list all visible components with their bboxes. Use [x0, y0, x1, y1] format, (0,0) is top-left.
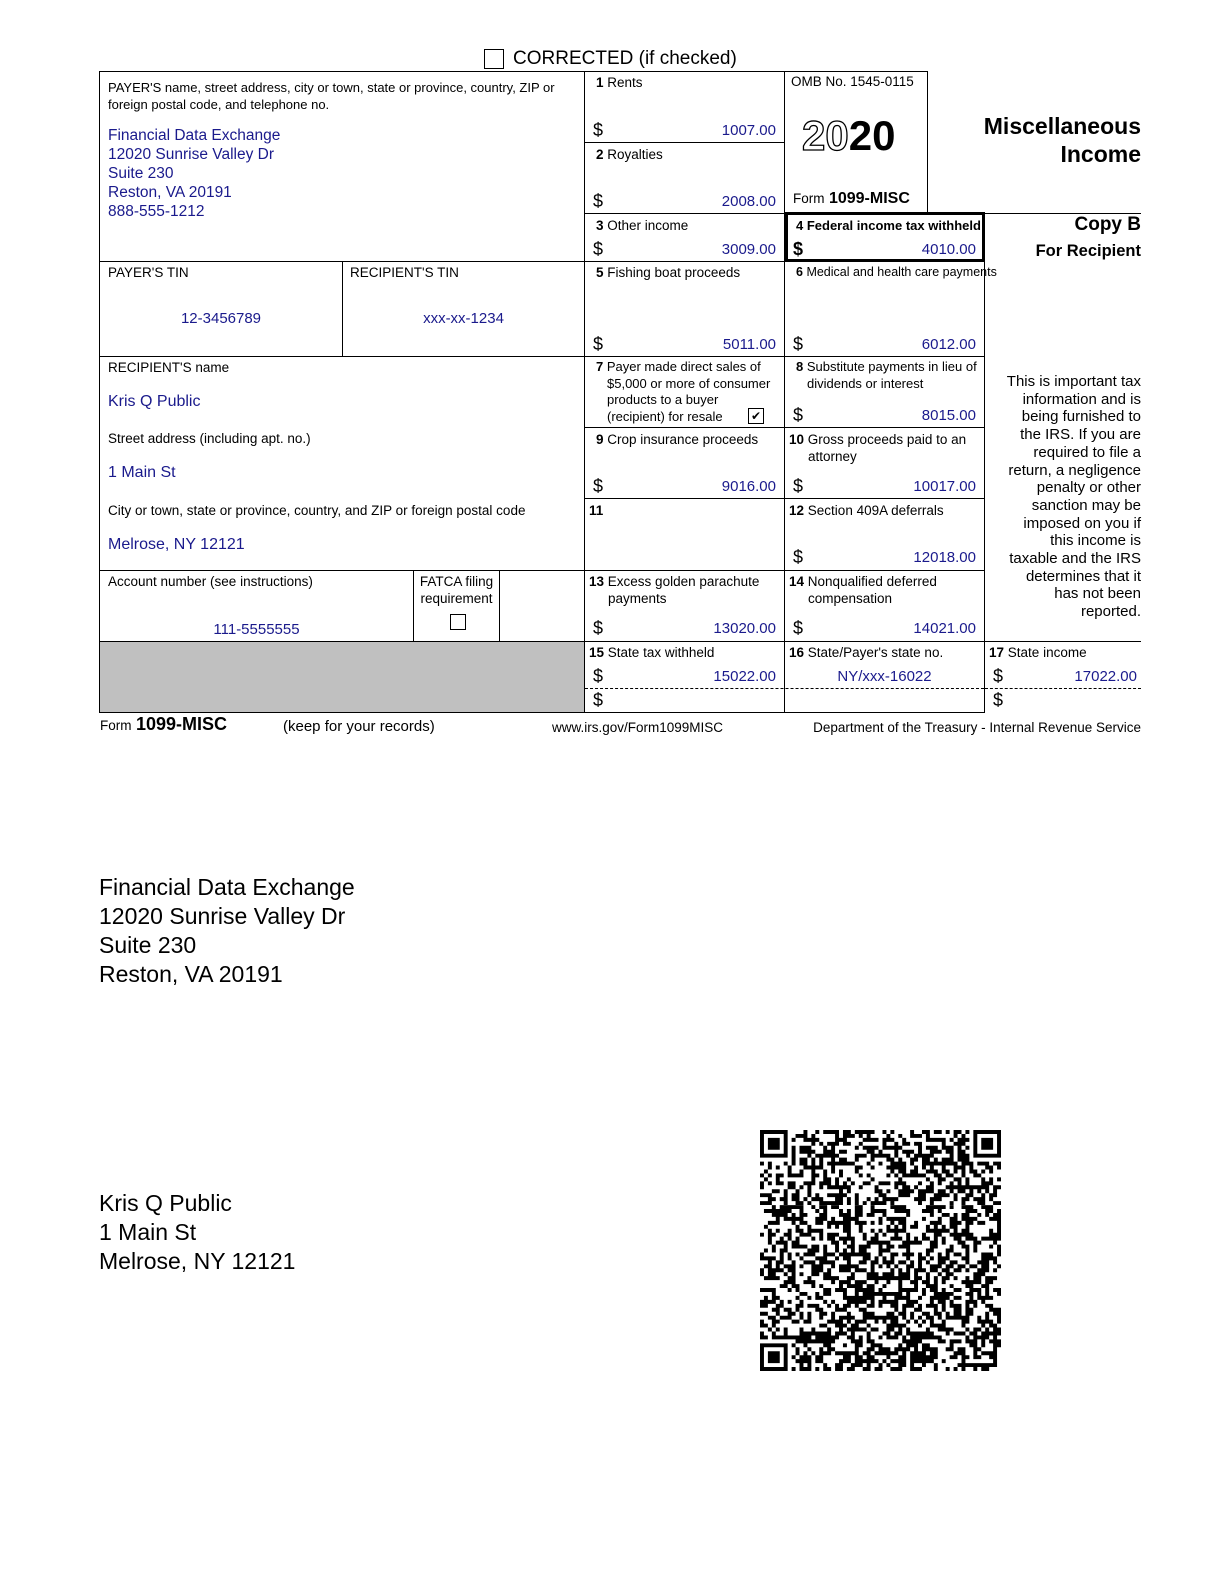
box-14-dollar: $ — [793, 618, 804, 638]
box-3-value[interactable]: 3009.00 — [721, 241, 776, 258]
payer-street: 12020 Sunrise Valley Dr — [108, 146, 274, 163]
box-2-dollar: $ — [593, 191, 604, 211]
qr-code-icon — [760, 1130, 1001, 1371]
mail-sender: Financial Data Exchange 12020 Sunrise Valley Dr Suite 230 Reston, VA 20191 — [99, 874, 355, 987]
box-12-dollar: $ — [793, 547, 804, 567]
box-15-value[interactable]: 15022.00 — [713, 668, 776, 685]
box-2-value[interactable]: 2008.00 — [721, 193, 776, 210]
box-9-label: 9 Crop insurance proceeds — [596, 432, 759, 447]
recipient-name-label: RECIPIENT'S name — [108, 360, 230, 375]
box-13-label: 13 Excess golden parachute payments — [589, 574, 760, 606]
recipient-city-label: City or town, state or province, country, and ZIP or foreign postal code — [108, 503, 526, 518]
form-title-line-2: Income — [1060, 141, 1141, 167]
recipient-tin-label: RECIPIENT'S TIN — [350, 265, 459, 280]
box-8-value[interactable]: 8015.00 — [921, 407, 976, 424]
box-12-label: 12 Section 409A deferrals — [789, 503, 944, 518]
box-13-dollar: $ — [593, 618, 604, 638]
account-label: Account number (see instructions) — [108, 574, 313, 589]
payer-tin-value: 12-3456789 — [180, 310, 262, 327]
box-4-dollar: $ — [793, 239, 804, 259]
box-1-value[interactable]: 1007.00 — [721, 122, 776, 139]
recipient-name: Kris Q Public — [108, 393, 201, 410]
box-7-checkbox[interactable]: ✔ — [748, 408, 764, 424]
mail-recipient: Kris Q Public 1 Main St Melrose, NY 12121 — [99, 1190, 296, 1274]
box-1-dollar: $ — [593, 120, 604, 140]
box-15-dollar-2: $ — [593, 690, 604, 710]
box-6-dollar: $ — [793, 334, 804, 354]
account-value: 111-5555555 — [213, 621, 300, 638]
box-11-label: 11 — [589, 503, 604, 518]
form-id-prefix: Form — [793, 191, 825, 206]
box-3-label: 3 Other income — [596, 218, 689, 233]
footer-url[interactable]: www.irs.gov/Form1099MISC — [552, 720, 724, 735]
footer-keep: (keep for your records) — [283, 718, 435, 735]
box-13-value[interactable]: 13020.00 — [713, 620, 776, 637]
box-8-label: 8 Substitute payments in lieu of dividends or interest — [796, 359, 977, 391]
fatca-label: FATCA filing requirement — [419, 574, 494, 606]
payer-name: Financial Data Exchange — [108, 127, 281, 144]
corrected-checkbox[interactable] — [484, 49, 504, 69]
box-7-label: 7 Payer made direct sales of $5,000 or more of consumer products to a buyer (recipient) for resale — [596, 359, 771, 424]
tax-year-outline: 20 — [802, 112, 849, 159]
box-10-dollar: $ — [793, 476, 804, 496]
box-5-label: 5 Fishing boat proceeds — [596, 265, 741, 280]
payer-label: PAYER'S name, street address, city or town, state or province, country, ZIP or foreign postal code, and telephone no. — [108, 80, 555, 112]
recipient-street: 1 Main St — [108, 464, 176, 481]
tax-year-bold: 20 — [848, 112, 896, 159]
box-17-value[interactable]: 17022.00 — [1074, 668, 1137, 685]
payer-city: Reston, VA 20191 — [108, 184, 232, 201]
box-4-label: 4 Federal income tax withheld — [796, 218, 981, 233]
box-15-dollar-1: $ — [593, 666, 604, 686]
box-17-dollar-1: $ — [993, 666, 1004, 686]
box-6-value[interactable]: 6012.00 — [921, 336, 976, 353]
form-id — [793, 190, 910, 208]
payer-suite: Suite 230 — [108, 165, 174, 182]
box-3-dollar: $ — [593, 239, 604, 259]
copy-label: Copy B — [1074, 214, 1141, 235]
box-16-value[interactable]: NY/xxx-16022 — [837, 668, 932, 685]
shaded-cell — [100, 642, 584, 712]
tax-year — [802, 112, 895, 160]
box-1-label: 1 Rents — [596, 75, 643, 90]
copy-for-label: For Recipient — [1035, 242, 1141, 260]
box-17-dollar-2: $ — [993, 690, 1004, 710]
box-5-value[interactable]: 5011.00 — [722, 336, 776, 353]
recipient-city: Melrose, NY 12121 — [108, 536, 245, 553]
box-4-value[interactable]: 4010.00 — [921, 241, 976, 258]
recipient-tin-value: xxx-xx-1234 — [423, 310, 504, 327]
payer-tin-label: PAYER'S TIN — [108, 265, 189, 280]
payer-phone: 888-555-1212 — [108, 203, 205, 220]
form-id-name: 1099-MISC — [828, 190, 910, 207]
form-title-line-1: Miscellaneous — [983, 113, 1141, 139]
recipient-street-label: Street address (including apt. no.) — [108, 431, 311, 446]
box-10-value[interactable]: 10017.00 — [913, 478, 976, 495]
box-14-value[interactable]: 14021.00 — [913, 620, 976, 637]
footer-dept: Department of the Treasury - Internal Revenue Service — [813, 720, 1141, 735]
box-9-value[interactable]: 9016.00 — [721, 478, 776, 495]
box-14-label: 14 Nonqualified deferred compensation — [789, 574, 937, 606]
box-2-label: 2 Royalties — [596, 147, 663, 162]
box-10-label: 10 Gross proceeds paid to an attorney — [789, 432, 967, 464]
box-17-label: 17 State income — [989, 645, 1087, 660]
omb-number: OMB No. 1545-0115 — [791, 74, 914, 89]
fatca-checkbox[interactable] — [450, 614, 466, 630]
box-16-label: 16 State/Payer's state no. — [789, 645, 944, 660]
box-5-dollar: $ — [593, 334, 604, 354]
corrected-label: CORRECTED (if checked) — [513, 48, 737, 69]
recipient-notice: This is important tax information and is being furnished to the IRS. If you are required to file a return, a negligence penalty or other sanction may be imposed on you if this income is taxable and the IRS determines that it has not been reported. — [1006, 373, 1141, 621]
box-12-value[interactable]: 12018.00 — [913, 549, 976, 566]
box-9-dollar: $ — [593, 476, 604, 496]
footer-form-id: Form 1099-MISC — [100, 714, 227, 734]
box-15-label: 15 State tax withheld — [589, 645, 715, 660]
box-6-label: 6 Medical and health care payments — [796, 265, 997, 279]
box-8-dollar: $ — [793, 405, 804, 425]
